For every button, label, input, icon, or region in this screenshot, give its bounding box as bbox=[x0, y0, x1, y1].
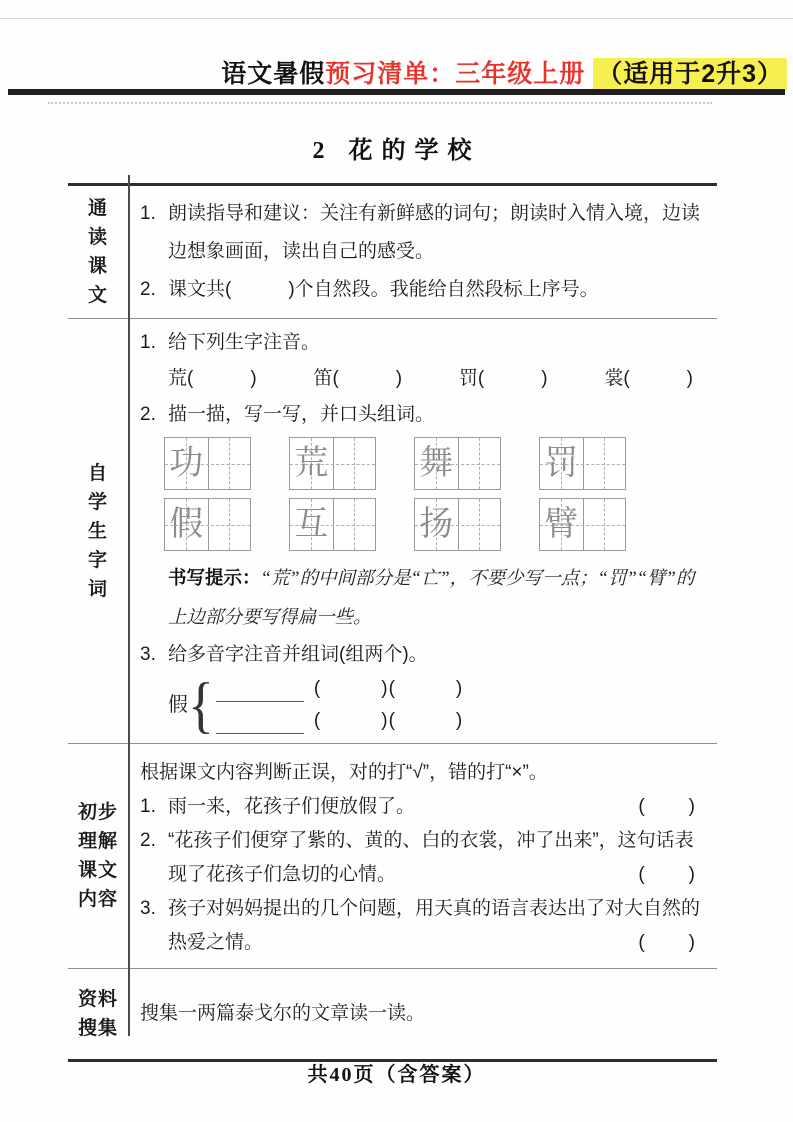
item-text: 给下列生字注音。 bbox=[168, 332, 321, 353]
item-number: 2. bbox=[140, 279, 156, 300]
list-item bbox=[140, 637, 711, 673]
polyphone-answer-line bbox=[216, 676, 463, 702]
row-header-line: 课文 bbox=[77, 860, 118, 881]
judge-statement: 孩子对妈妈提出的几个问题，用天真的语言表达出了对大自然的热爱之情。 bbox=[168, 898, 701, 953]
polyphone-answer-line bbox=[216, 708, 463, 734]
writing-grid bbox=[289, 437, 376, 490]
writing-grid bbox=[289, 498, 376, 551]
list-item bbox=[140, 790, 711, 824]
item-text: 给多音字注音并组词(组两个)。 bbox=[168, 644, 428, 665]
item-number: 3. bbox=[140, 898, 156, 919]
grid-trace-character: 罚 bbox=[544, 444, 579, 482]
row-header-self-study bbox=[68, 319, 128, 743]
answer-blank: ( ) bbox=[638, 796, 697, 817]
row-header-comprehension bbox=[68, 744, 128, 968]
table-row-comprehension bbox=[68, 744, 717, 969]
writing-grid bbox=[539, 498, 626, 551]
item-text bbox=[168, 790, 711, 824]
answer-parens: ( )( ) bbox=[313, 678, 464, 699]
header-double-rule bbox=[8, 89, 785, 95]
row-header-line: 初步 bbox=[77, 802, 118, 823]
brace-glyph: { bbox=[188, 670, 214, 740]
judge-statement: “花孩子们便穿了紫的、黄的、白的衣裳，冲了出来”，这句话表现了花孩子们急切的心情。 bbox=[168, 830, 694, 885]
row-header-char: 通 bbox=[87, 198, 108, 219]
list-item bbox=[140, 325, 711, 361]
list-item bbox=[140, 892, 711, 960]
row-header-char: 生 bbox=[87, 520, 108, 542]
polyphone-character: 假 bbox=[168, 694, 188, 716]
header-subject-text: 语文暑假 bbox=[221, 60, 326, 88]
item-text: 课文共( )个自然段。我能给自然段标上序号。 bbox=[168, 279, 599, 300]
table-row-self-study-characters bbox=[68, 319, 717, 744]
item-number: 2. bbox=[140, 404, 156, 425]
writing-tip-label: 书写提示： bbox=[168, 567, 261, 588]
item-number: 1. bbox=[140, 796, 156, 817]
row-header-char: 词 bbox=[87, 578, 108, 600]
pinyin-blank: 笛( ) bbox=[313, 368, 403, 389]
judge-statement: 雨一来，花孩子们便放假了。 bbox=[168, 796, 416, 817]
row-header-line: 内容 bbox=[77, 889, 118, 910]
pinyin-blank-line bbox=[168, 361, 693, 397]
writing-tip bbox=[168, 559, 711, 637]
page-footer: 共40页（含答案） bbox=[307, 1064, 486, 1086]
item-number: 3. bbox=[140, 644, 156, 665]
writing-grid-row bbox=[164, 437, 711, 490]
header-title-red-text: 预习清单：三年级上册 bbox=[325, 60, 586, 88]
row-header-char: 文 bbox=[87, 285, 108, 306]
writing-grid bbox=[164, 498, 251, 551]
header-grade-badge: （适用于2升3） bbox=[593, 58, 787, 91]
row-header-line: 资料 bbox=[77, 989, 118, 1010]
list-item bbox=[140, 824, 711, 892]
grid-trace-character: 舞 bbox=[419, 444, 454, 482]
row-header-char: 字 bbox=[87, 549, 108, 571]
grid-trace-character: 扬 bbox=[419, 505, 454, 543]
table-vertical-divider bbox=[128, 175, 130, 1036]
writing-grid bbox=[414, 437, 501, 490]
answer-blank: ( ) bbox=[638, 864, 697, 885]
polyphone-exercise bbox=[168, 670, 711, 740]
answer-parens: ( )( ) bbox=[313, 710, 464, 731]
row-header-read-through bbox=[68, 186, 128, 318]
item-text: 描一描，写一写，并口头组词。 bbox=[168, 404, 435, 425]
lesson-title: 2 花的学校 bbox=[312, 138, 481, 164]
item-text bbox=[168, 892, 711, 960]
item-number: 1. bbox=[140, 332, 156, 353]
writing-grid-row bbox=[164, 498, 711, 551]
worksheet-table bbox=[68, 183, 717, 1062]
page-header-banner bbox=[221, 54, 787, 90]
row-content-material-collection bbox=[128, 969, 717, 1059]
table-row-read-through bbox=[68, 186, 717, 319]
writing-grid bbox=[414, 498, 501, 551]
pinyin-blank: 荒( ) bbox=[168, 368, 257, 389]
list-item bbox=[140, 271, 711, 309]
grid-trace-character: 功 bbox=[169, 444, 204, 482]
grid-trace-character: 假 bbox=[169, 505, 204, 543]
grid-trace-character: 臂 bbox=[544, 505, 579, 543]
row-content-self-study bbox=[128, 319, 717, 743]
row-header-material-collection bbox=[68, 969, 128, 1059]
writing-grid bbox=[164, 437, 251, 490]
answer-underline bbox=[216, 682, 304, 702]
row-header-char: 课 bbox=[87, 256, 108, 277]
row-content-comprehension bbox=[128, 744, 717, 968]
pinyin-blank: 罚( ) bbox=[458, 368, 548, 389]
answer-underline bbox=[216, 714, 304, 734]
item-text: 朗读指导和建议：关注有新鲜感的词句；朗读时入情入境，边读边想象画面，读出自己的感受。 bbox=[168, 203, 701, 262]
task-text: 搜集一两篇泰戈尔的文章读一读。 bbox=[140, 1003, 426, 1024]
judge-instructions: 根据课文内容判断正误，对的打“√”，错的打“×”。 bbox=[140, 762, 548, 783]
page-edge-line bbox=[0, 18, 793, 19]
grid-trace-character: 荒 bbox=[294, 444, 329, 482]
table-row-material-collection bbox=[68, 969, 717, 1059]
grid-trace-character: 互 bbox=[294, 505, 329, 543]
row-header-char: 读 bbox=[87, 227, 108, 248]
list-item bbox=[140, 397, 711, 433]
row-content-read-through bbox=[128, 186, 717, 318]
item-number: 1. bbox=[140, 203, 156, 224]
answer-blank: ( ) bbox=[638, 932, 697, 953]
row-header-line: 搜集 bbox=[77, 1018, 118, 1039]
item-number: 2. bbox=[140, 830, 156, 851]
list-item bbox=[140, 195, 711, 271]
item-text bbox=[168, 824, 711, 892]
polyphone-answer-lines bbox=[216, 676, 463, 734]
pinyin-blank: 裳( ) bbox=[604, 368, 693, 389]
writing-grid bbox=[539, 437, 626, 490]
row-header-char: 学 bbox=[87, 491, 108, 513]
writing-tip-text: “荒”的中间部分是“亡”，不要少写一点；“罚”“臂”的上边部分要写得扁一些。 bbox=[168, 569, 695, 628]
header-dotted-rule bbox=[48, 102, 712, 104]
row-header-line: 理解 bbox=[77, 831, 118, 852]
row-header-char: 自 bbox=[87, 462, 108, 484]
